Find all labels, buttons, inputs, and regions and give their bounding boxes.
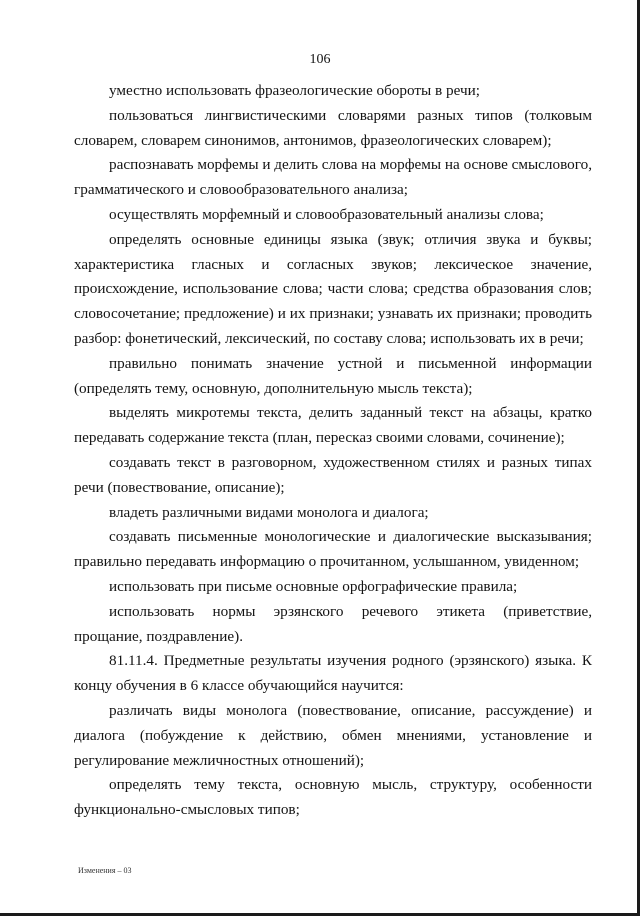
- section-heading-paragraph: 81.11.4. Предметные результаты изучения родного (эрзянского) языка. К концу обучения в 6 классе обучающийся научится:: [74, 652, 592, 695]
- document-body: [74, 79, 592, 823]
- paragraph: пользоваться лингвистическими словарями разных типов (толковым словарем, словарем синонимов, антонимов, фразеологических словарем);: [74, 106, 592, 149]
- footer-revision-note: Изменения – 03: [78, 866, 132, 875]
- paragraph: создавать текст в разговорном, художественном стилях и разных типах речи (повествование, описание);: [74, 453, 592, 496]
- paragraph: различать виды монолога (повествование, описание, рассуждение) и диалога (побуждение к действию, обмен мнениями, установление и регулирование межличностных отношений);: [74, 701, 592, 769]
- paragraph: правильно понимать значение устной и письменной информации (определять тему, основную, дополнительную мысль текста);: [74, 354, 592, 397]
- paragraph: распознавать морфемы и делить слова на морфемы на основе смыслового, грамматического и словообразовательного анализа;: [74, 156, 592, 199]
- paragraph: владеть различными видами монолога и диалога;: [109, 503, 429, 521]
- paragraph: использовать при письме основные орфографические правила;: [109, 577, 518, 595]
- paragraph: определять основные единицы языка (звук; отличия звука и буквы; характеристика гласных и согласных звуков; лексическое значение, происхождение, использование слова; части слова; средства образования слов; словосочетание; предложение) и их признаки; узнавать их признаки; проводить разбор: фонетический, лексический, по составу слова; использовать их в речи;: [74, 230, 592, 347]
- paragraph: выделять микротемы текста, делить заданный текст на абзацы, кратко передавать содержание текста (план, пересказ своими словами, сочинение);: [74, 404, 592, 447]
- paragraph: определять тему текста, основную мысль, структуру, особенности функционально-смысловых типов;: [74, 776, 592, 819]
- paragraph: осуществлять морфемный и словообразовательный анализы слова;: [109, 205, 544, 223]
- paragraph: создавать письменные монологические и диалогические высказывания; правильно передавать информацию о прочитанном, услышанном, увиденном;: [74, 528, 592, 571]
- paragraph: использовать нормы эрзянского речевого этикета (приветствие, прощание, поздравление).: [74, 602, 592, 645]
- paragraph: уместно использовать фразеологические обороты в речи;: [109, 82, 480, 99]
- page-number: 106: [309, 52, 331, 67]
